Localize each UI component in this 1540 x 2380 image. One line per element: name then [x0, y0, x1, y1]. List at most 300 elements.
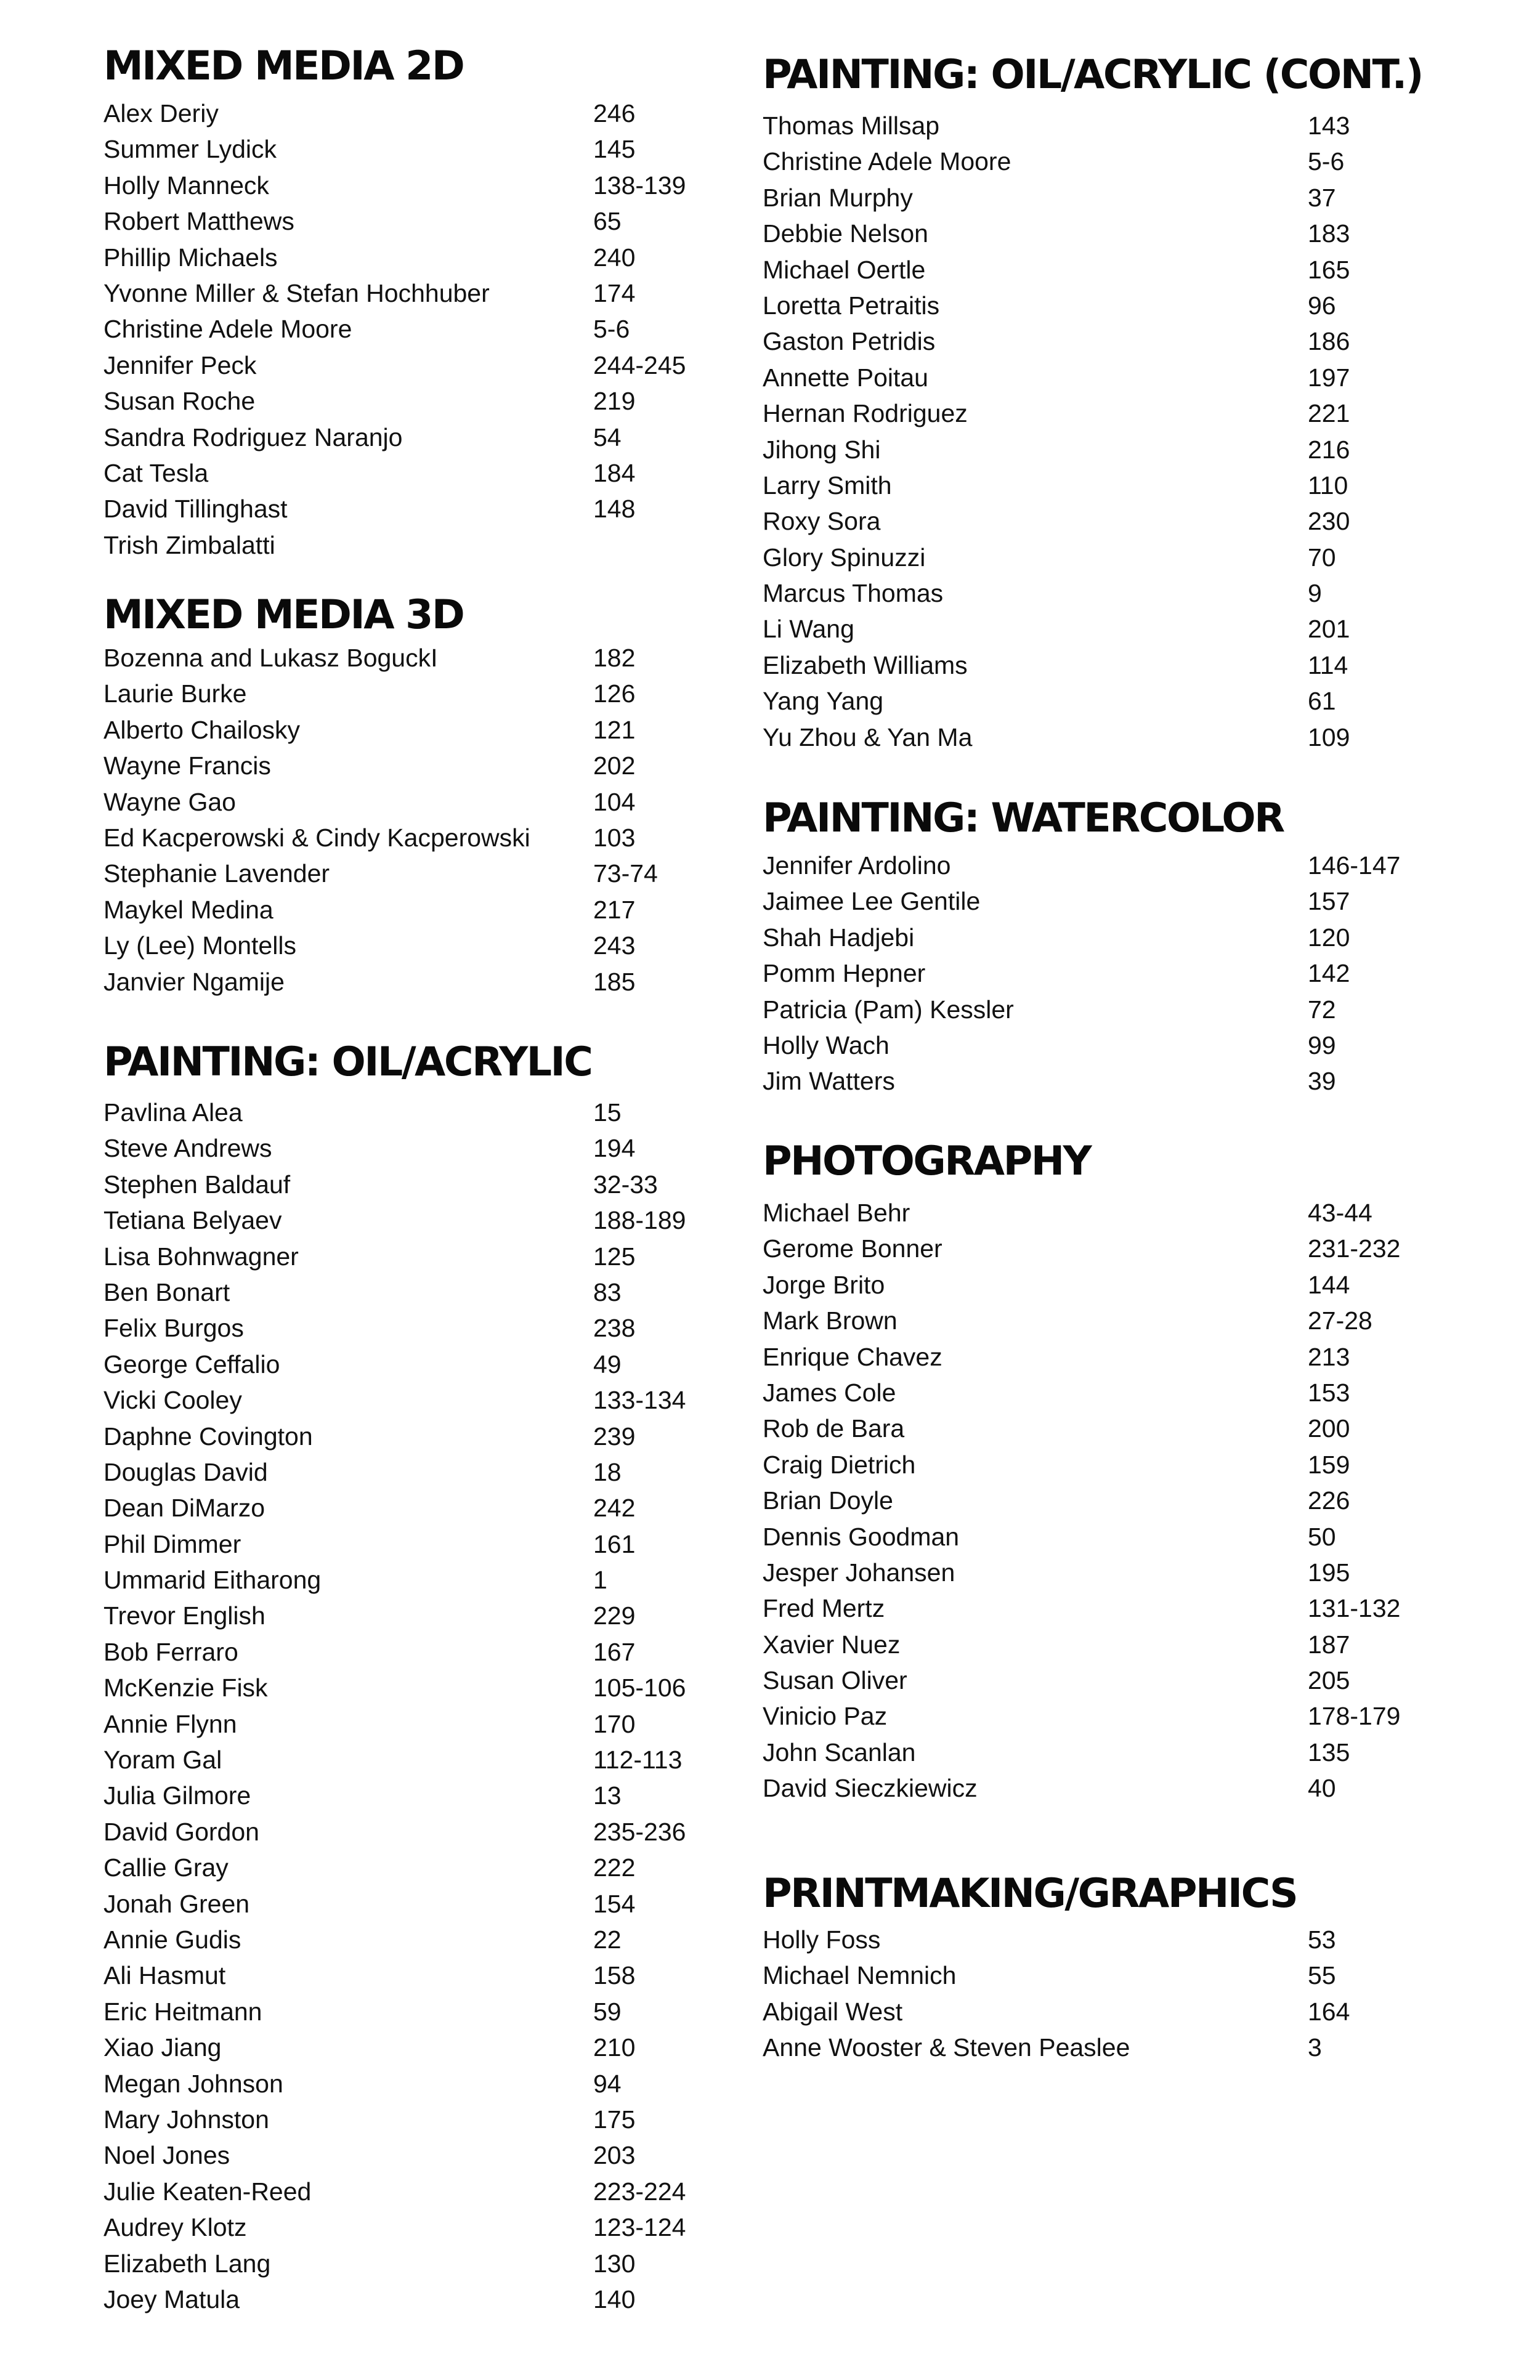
artist-name: Annie Flynn [103, 1709, 237, 1738]
artist-name: Vicki Cooley [103, 1386, 242, 1415]
section-heading: PAINTING: WATERCOLOR [763, 795, 1284, 841]
artist-name: Jaimee Lee Gentile [763, 887, 981, 916]
page-number: 213 [1308, 1342, 1350, 1371]
artist-name: George Ceffalio [103, 1350, 280, 1378]
page-number: 223-224 [593, 2177, 686, 2206]
artist-name: Bob Ferraro [103, 1637, 238, 1666]
artist-name: Bozenna and Lukasz BoguckI [103, 644, 438, 672]
list-item [763, 611, 1440, 647]
list-item [103, 2174, 719, 2209]
list-item [103, 1202, 719, 1238]
list-item [103, 784, 719, 820]
artist-name: Christine Adele Moore [103, 315, 352, 344]
section-heading: MIXED MEDIA 2D [103, 43, 464, 89]
section-heading: MIXED MEDIA 3D [103, 592, 464, 638]
list-item [763, 503, 1440, 539]
artist-name: Brian Doyle [763, 1486, 893, 1515]
list-item [763, 1734, 1440, 1770]
artist-name: Phil Dimmer [103, 1529, 241, 1558]
artist-name: Anne Wooster & Steven Peaslee [763, 2033, 1130, 2062]
page-number: 103 [593, 823, 636, 852]
list-item [103, 455, 719, 491]
list-item [763, 180, 1440, 216]
page-number: 5-6 [1308, 147, 1345, 176]
page-number: 205 [1308, 1666, 1350, 1695]
page-number: 184 [593, 458, 636, 487]
list-item [763, 992, 1440, 1027]
page-number: 167 [593, 1637, 636, 1666]
page-number: 15 [593, 1098, 622, 1127]
list-item [103, 1598, 719, 1633]
list-item [763, 1627, 1440, 1662]
section-heading: PAINTING: OIL/ACRYLIC [103, 1039, 592, 1085]
artist-name: Jonah Green [103, 1889, 250, 1918]
page-number: 112-113 [593, 1746, 683, 1775]
artist-name: Glory Spinuzzi [763, 543, 926, 572]
page-number: 123-124 [593, 2213, 686, 2242]
page-number: 165 [1308, 255, 1350, 284]
page-number: 201 [1308, 615, 1350, 644]
artist-name: Jim Watters [763, 1067, 895, 1096]
list-item [103, 1670, 719, 1706]
list-item [763, 360, 1440, 395]
page-number: 146-147 [1308, 851, 1401, 880]
artist-name: James Cole [763, 1378, 896, 1407]
page-number: 154 [593, 1889, 636, 1918]
list-item [103, 1310, 719, 1346]
page-number: 231-232 [1308, 1234, 1401, 1263]
page-number: 144 [1308, 1270, 1350, 1299]
page-number: 187 [1308, 1630, 1350, 1659]
list-item [763, 1770, 1440, 1806]
artist-name: Holly Wach [763, 1030, 890, 1059]
artist-name: Yang Yang [763, 687, 884, 716]
artist-name: Jennifer Peck [103, 350, 257, 379]
artist-name: Felix Burgos [103, 1314, 244, 1343]
page-number: 186 [1308, 327, 1350, 356]
list-item [763, 1267, 1440, 1303]
page-number: 50 [1308, 1522, 1336, 1551]
page-number: 114 [1308, 650, 1348, 679]
artist-name: Eric Heitmann [103, 1997, 262, 2026]
section-heading: PAINTING: OIL/ACRYLIC (CONT.) [763, 52, 1422, 98]
artist-name: David Gordon [103, 1817, 259, 1846]
list-item [103, 1454, 719, 1490]
artist-name: Stephen Baldauf [103, 1170, 291, 1199]
page-number: 197 [1308, 363, 1350, 392]
artist-name: Maykel Medina [103, 895, 274, 924]
artist-name: Annie Gudis [103, 1925, 241, 1954]
artist-name: Wayne Gao [103, 787, 236, 816]
artist-name: Audrey Klotz [103, 2213, 247, 2242]
list-item [763, 1195, 1440, 1231]
page-number: 9 [1308, 579, 1322, 608]
page-number: 246 [593, 99, 636, 127]
page-number: 32-33 [593, 1170, 658, 1199]
section-heading: PRINTMAKING/GRAPHICS [763, 1871, 1297, 1917]
list-item [763, 432, 1440, 467]
page-number: 1 [593, 1566, 607, 1595]
page-number: 18 [593, 1457, 622, 1486]
entry-list [103, 640, 719, 1000]
list-item [103, 1095, 719, 1130]
list-item [103, 640, 719, 676]
page-number: 235-236 [593, 1817, 686, 1846]
list-item [103, 1274, 719, 1310]
list-item [103, 383, 719, 419]
artist-name: Yoram Gal [103, 1746, 222, 1775]
list-item [763, 920, 1440, 955]
page-number: 99 [1308, 1030, 1336, 1059]
page-number: 27-28 [1308, 1306, 1372, 1335]
list-item [763, 955, 1440, 991]
list-item [103, 527, 719, 563]
list-item [103, 1994, 719, 2030]
page-number: 148 [593, 495, 636, 524]
list-item [103, 1130, 719, 1166]
artist-name: Rob de Bara [763, 1414, 905, 1443]
list-item [763, 1698, 1440, 1734]
artist-name: Elizabeth Lang [103, 2249, 271, 2278]
artist-name: Annette Poitau [763, 363, 928, 392]
page-number: 40 [1308, 1774, 1336, 1803]
page-number: 55 [1308, 1961, 1336, 1990]
artist-name: Thomas Millsap [763, 111, 940, 140]
artist-name: Roxy Sora [763, 507, 881, 536]
entry-list [103, 1095, 719, 2317]
page-number: 135 [1308, 1738, 1350, 1767]
list-item [763, 1027, 1440, 1063]
artist-name: Ly (Lee) Montells [103, 931, 296, 960]
page-number: 109 [1308, 722, 1350, 751]
artist-name: Enrique Chavez [763, 1342, 942, 1371]
page-number: 105-106 [593, 1674, 686, 1702]
artist-name: Marcus Thomas [763, 579, 944, 608]
page-number: 145 [593, 135, 636, 164]
artist-name: Cat Tesla [103, 458, 209, 487]
artist-name: Callie Gray [103, 1853, 229, 1882]
page-number: 39 [1308, 1067, 1336, 1096]
artist-name: McKenzie Fisk [103, 1674, 268, 1702]
artist-name: Janvier Ngamije [103, 967, 285, 996]
artist-name: Vinicio Paz [763, 1702, 888, 1731]
list-item [763, 1231, 1440, 1266]
page-number: 61 [1308, 687, 1336, 716]
artist-name: Summer Lydick [103, 135, 277, 164]
artist-name: Jennifer Ardolino [763, 851, 951, 880]
list-item [103, 347, 719, 383]
page-number: 83 [593, 1277, 622, 1306]
artist-name: Hernan Rodriguez [763, 399, 968, 428]
list-item [103, 1922, 719, 1957]
page-number: 183 [1308, 219, 1350, 248]
artist-name: Patricia (Pam) Kessler [763, 995, 1014, 1024]
list-item [103, 748, 719, 783]
artist-name: Yvonne Miller & Stefan Hochhuber [103, 278, 490, 307]
list-item [763, 323, 1440, 359]
page-number: 226 [1308, 1486, 1350, 1515]
page-number: 37 [1308, 183, 1336, 212]
page-number: 43-44 [1308, 1199, 1372, 1227]
list-item [103, 892, 719, 928]
artist-name: Alex Deriy [103, 99, 219, 127]
artist-name: Robert Matthews [103, 207, 294, 236]
artist-name: Lisa Bohnwagner [103, 1242, 299, 1271]
page-number: 138-139 [593, 171, 686, 200]
page-number: 70 [1308, 543, 1336, 572]
page-number: 221 [1308, 399, 1350, 428]
artist-name: Alberto Chailosky [103, 715, 301, 744]
artist-name: Mark Brown [763, 1306, 898, 1335]
page-number: 240 [593, 243, 636, 272]
artist-name: Michael Behr [763, 1199, 910, 1227]
list-item [103, 1778, 719, 1813]
list-item [103, 2102, 719, 2137]
artist-name: Mary Johnston [103, 2105, 269, 2134]
page-number: 175 [593, 2105, 636, 2134]
list-item [103, 240, 719, 275]
artist-name: John Scanlan [763, 1738, 916, 1767]
list-item [103, 131, 719, 167]
page-number: 242 [593, 1494, 636, 1523]
list-item [763, 719, 1440, 755]
artist-name: Gaston Petridis [763, 327, 936, 356]
list-item [763, 1339, 1440, 1375]
page-number: 142 [1308, 959, 1350, 988]
artist-name: Ummarid Eitharong [103, 1566, 322, 1595]
list-item [103, 1419, 719, 1454]
list-item [763, 1555, 1440, 1590]
list-item [103, 1814, 719, 1850]
artist-name: Phillip Michaels [103, 243, 278, 272]
list-item [103, 1886, 719, 1922]
list-item [763, 647, 1440, 683]
list-item [103, 1634, 719, 1670]
page-number: 216 [1308, 435, 1350, 464]
artist-name: Shah Hadjebi [763, 923, 915, 952]
artist-name: Laurie Burke [103, 679, 247, 708]
page-number: 49 [593, 1350, 622, 1378]
page-number: 159 [1308, 1450, 1350, 1479]
artist-name: Susan Roche [103, 387, 256, 416]
page-number: 3 [1308, 2033, 1322, 2062]
artist-name: Julie Keaten-Reed [103, 2177, 312, 2206]
list-item [103, 1382, 719, 1418]
list-item [763, 467, 1440, 503]
page-number: 94 [593, 2069, 622, 2098]
list-item [763, 1483, 1440, 1518]
page-number: 153 [1308, 1378, 1350, 1407]
artist-name: Pavlina Alea [103, 1098, 243, 1127]
page-number: 53 [1308, 1925, 1336, 1954]
list-item [103, 2246, 719, 2281]
artist-name: Sandra Rodriguez Naranjo [103, 423, 403, 451]
list-item [103, 1239, 719, 1274]
page-number: 65 [593, 207, 622, 236]
artist-name: Michael Oertle [763, 255, 926, 284]
page-number: 203 [593, 2141, 636, 2170]
artist-name: Daphne Covington [103, 1422, 313, 1451]
page-number: 195 [1308, 1558, 1350, 1587]
list-item [763, 2030, 1440, 2065]
page-number: 243 [593, 931, 636, 960]
page-number: 140 [593, 2285, 636, 2313]
list-item [763, 216, 1440, 251]
page-number: 202 [593, 751, 636, 780]
artist-name: Gerome Bonner [763, 1234, 942, 1263]
page-number: 210 [593, 2033, 636, 2062]
page-number: 96 [1308, 291, 1336, 320]
page-number: 126 [593, 679, 636, 708]
page-number: 13 [593, 1781, 622, 1810]
page-number: 157 [1308, 887, 1350, 916]
list-item [103, 2030, 719, 2065]
list-item [103, 1562, 719, 1598]
entry-list [763, 108, 1440, 755]
page-number: 178-179 [1308, 1702, 1401, 1731]
list-item [103, 712, 719, 748]
list-item [763, 1662, 1440, 1698]
artist-name: Xiao Jiang [103, 2033, 222, 2062]
artist-name: Holly Foss [763, 1925, 881, 1954]
artist-name: Ali Hasmut [103, 1961, 226, 1990]
artist-name: Yu Zhou & Yan Ma [763, 722, 973, 751]
section-heading: PHOTOGRAPHY [763, 1138, 1091, 1184]
page-number: 5-6 [593, 315, 630, 344]
list-item [103, 1742, 719, 1778]
list-item [103, 1526, 719, 1562]
page-number: 131-132 [1308, 1594, 1401, 1623]
list-item [763, 1994, 1440, 2030]
page-number: 182 [593, 644, 636, 672]
page-number: 54 [593, 423, 622, 451]
page-number: 194 [593, 1134, 636, 1163]
list-item [763, 1590, 1440, 1626]
list-item [103, 820, 719, 856]
list-item [763, 395, 1440, 431]
page-number: 120 [1308, 923, 1350, 952]
page-number: 219 [593, 387, 636, 416]
list-item [763, 1375, 1440, 1411]
list-item [763, 883, 1440, 919]
list-item [103, 2137, 719, 2173]
list-item [103, 2066, 719, 2102]
artist-name: Jesper Johansen [763, 1558, 955, 1587]
page-number: 125 [593, 1242, 636, 1271]
artist-name: Debbie Nelson [763, 219, 928, 248]
artist-name: Douglas David [103, 1457, 268, 1486]
artist-name: Abigail West [763, 1997, 903, 2026]
entry-list [763, 1195, 1440, 1807]
artist-name: David Tillinghast [103, 495, 288, 524]
page-number: 73-74 [593, 859, 658, 888]
artist-name: Steve Andrews [103, 1134, 272, 1163]
list-item [103, 2281, 719, 2317]
artist-name: Trevor English [103, 1601, 265, 1630]
list-item [763, 1303, 1440, 1338]
list-item [103, 2209, 719, 2245]
artist-name: Loretta Petraitis [763, 291, 940, 320]
list-item [763, 575, 1440, 611]
artist-name: Dennis Goodman [763, 1522, 960, 1551]
list-item [103, 419, 719, 455]
artist-name: Holly Manneck [103, 171, 269, 200]
list-item [103, 168, 719, 203]
list-item [103, 311, 719, 347]
artist-name: Megan Johnson [103, 2069, 283, 2098]
artist-name: Ben Bonart [103, 1277, 230, 1306]
artist-name: Xavier Nuez [763, 1630, 901, 1659]
list-item [103, 928, 719, 963]
list-item [763, 683, 1440, 719]
list-item [103, 1957, 719, 1993]
list-item [103, 964, 719, 1000]
list-item [763, 108, 1440, 144]
artist-name: Li Wang [763, 615, 854, 644]
artist-name: Trish Zimbalatti [103, 530, 275, 559]
artist-name: Tetiana Belyaev [103, 1206, 282, 1235]
list-item [103, 1706, 719, 1742]
list-item [763, 144, 1440, 179]
artist-name: Dean DiMarzo [103, 1494, 265, 1523]
list-item [103, 1850, 719, 1885]
page-number: 72 [1308, 995, 1336, 1024]
list-item [103, 491, 719, 527]
list-item [103, 1490, 719, 1526]
artist-name: Michael Nemnich [763, 1961, 957, 1990]
artist-name: Fred Mertz [763, 1594, 885, 1623]
page-number: 22 [593, 1925, 622, 1954]
page-number: 133-134 [593, 1386, 686, 1415]
list-item [103, 856, 719, 891]
entry-list [103, 95, 719, 563]
list-item [763, 1519, 1440, 1555]
page-number: 185 [593, 967, 636, 996]
list-item [763, 1411, 1440, 1446]
list-item [763, 1063, 1440, 1099]
artist-name: Stephanie Lavender [103, 859, 330, 888]
page-number: 229 [593, 1601, 636, 1630]
entry-list [763, 848, 1440, 1099]
artist-name: Noel Jones [103, 2141, 230, 2170]
list-item [763, 540, 1440, 575]
page-number: 200 [1308, 1414, 1350, 1443]
artist-name: Craig Dietrich [763, 1450, 916, 1479]
list-item [763, 1922, 1440, 1957]
list-item [103, 1167, 719, 1202]
artist-name: Susan Oliver [763, 1666, 907, 1695]
artist-name: David Sieczkiewicz [763, 1774, 978, 1803]
list-item [763, 288, 1440, 323]
artist-name: Jihong Shi [763, 435, 881, 464]
list-item [103, 676, 719, 711]
page-number: 238 [593, 1314, 636, 1343]
page-number: 104 [593, 787, 636, 816]
artist-name: Brian Murphy [763, 183, 913, 212]
page-number: 110 [1308, 471, 1348, 500]
list-item [103, 275, 719, 311]
artist-name: Pomm Hepner [763, 959, 926, 988]
page-number: 230 [1308, 507, 1350, 536]
page-number: 158 [593, 1961, 636, 1990]
page-number: 217 [593, 895, 636, 924]
artist-name: Jorge Brito [763, 1270, 885, 1299]
page-number: 174 [593, 278, 636, 307]
artist-name: Elizabeth Williams [763, 650, 968, 679]
artist-name: Joey Matula [103, 2285, 240, 2313]
list-item [103, 95, 719, 131]
page-number: 170 [593, 1709, 636, 1738]
